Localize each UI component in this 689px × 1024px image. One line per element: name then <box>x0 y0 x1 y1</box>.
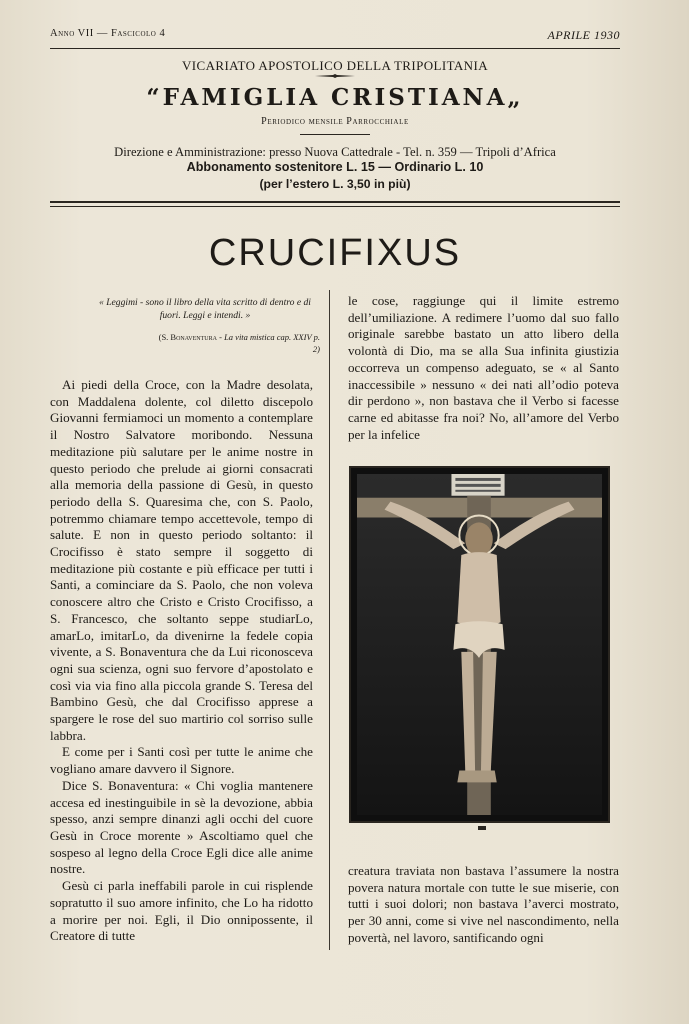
masthead-abbonamento: Abbonamento sostenitore L. 15 — Ordinario L. 10 <box>186 160 484 174</box>
column-divider <box>329 290 330 950</box>
epigraph: « Leggimi - sono il libro della vita scritto di dentro e di fuori. Leggi e intendi. » <box>99 297 311 321</box>
photo-tick <box>478 826 486 830</box>
paragraph: E come per i Santi così per tutte le anime che vogliano amare davvero il Signore. <box>50 744 313 777</box>
paragraph: Gesù ci parla ineffabili parole in cui risplende sopratutto il suo amore infinito, che Lo ha ridotto a morire per noi. Egli, il Dio onnipossente, il Creatore di tutte <box>50 878 313 944</box>
article-column-1 <box>50 377 313 945</box>
epigraph-work: - La vita mistica cap. XXIV p. 2) <box>219 332 320 354</box>
article-column-2-bottom: creatura traviata non bastava l’assumere la nostra povera natura mortale con tutte le sue miserie, con tutti i suoi dolori; non bastava l’averci mostrato, per 30 anni, come si vive nel nascondimento, nella povertà, nel lavoro, santificando ogni <box>348 863 619 945</box>
masthead-title: “FAMIGLIA CRISTIANA„ <box>146 84 524 111</box>
masthead-subtitle: Periodico mensile Parrocchiale <box>261 116 409 127</box>
paragraph: Ai piedi della Croce, con la Madre desolata, con Maddalena dolente, col diletto discepolo Giovanni fermiamoci un momento a contemplare il Nostro Salvatore moribondo. Nessuna meditazione più salutare per le anime nostre in questo periodo che prelude ai giorni consacrati alla memoria della passione di Gesù, in questo periodo della S. Quaresima che, con S. Paolo, potremmo chiamare tempo accettevole, tempo di salute. E non in questo periodo soltanto: il Crocifisso è stato sempre il soggetto di meditazione più costante e più efficace per tutti i Santi, a cominciare da S. Paolo, che non voleva conoscere altro che Cristo e Cristo Crocifisso, a S. Francesco, che soltanto seppe studiarLo, amarLo, imitarLo, da divenirne la fedele copia vivente, a S. Bonaventura che da Lui riconosceva ogni sua scienza, ogni suo fervore d’apostolato e così via via fino alla piccola grande S. Teresa del Bambino Gesù, che dal Crocifisso apprese a spargere le rose del suo martirio col sorriso sulle labbra. <box>50 377 313 743</box>
paragraph: Dice S. Bonaventura: « Chi voglia mantenere accesa ed inestinguibile in sè la devozione, abbia spesso, anzi sempre dinanzi agli occhi del cuore Gesù in Croce morente » Ascoltiamo quel che sospeso al legno della Croce Egli dice alle anime nostre. <box>50 777 313 877</box>
ornament-icon <box>315 74 355 78</box>
masthead-direzione: Direzione e Amministrazione: presso Nuova Cattedrale - Tel. n. 359 — Tripoli d’Africa <box>114 145 556 159</box>
header-rule <box>50 48 620 49</box>
crucifix-photo <box>349 466 610 823</box>
epigraph-source <box>150 331 320 355</box>
subtitle-rule <box>300 134 370 135</box>
issue-date: APRILE 1930 <box>547 28 620 42</box>
masthead-org: VICARIATO APOSTOLICO DELLA TRIPOLITANIA <box>182 58 488 73</box>
epigraph-author: (S. Bonaventura <box>158 332 217 342</box>
masthead-estero: (per l’estero L. 3,50 in più) <box>259 177 411 191</box>
masthead-rule-top <box>50 201 620 203</box>
article-title: CRUCIFIXUS <box>208 232 462 274</box>
crucifix-icon <box>357 474 602 815</box>
issue-label: Anno VII — Fascicolo 4 <box>50 28 166 39</box>
masthead-rule-bottom <box>50 206 620 207</box>
article-column-2-top: le cose, raggiunge qui il limite estremo dell’umiliazione. A redimere l’uomo dal suo fallo originale sarebbe bastato un atto libero della volontà di Dio, ma se alla Sua infinita giustizia occorreva un compenso adeguato, se « al Santo inaccessibile » nessuno « dei nati all’odio poteva dir perdono », non bastava che il Verbo si facesse carne ed abitasse fra noi? No, all’amore del Verbo per la infelice <box>348 293 619 442</box>
